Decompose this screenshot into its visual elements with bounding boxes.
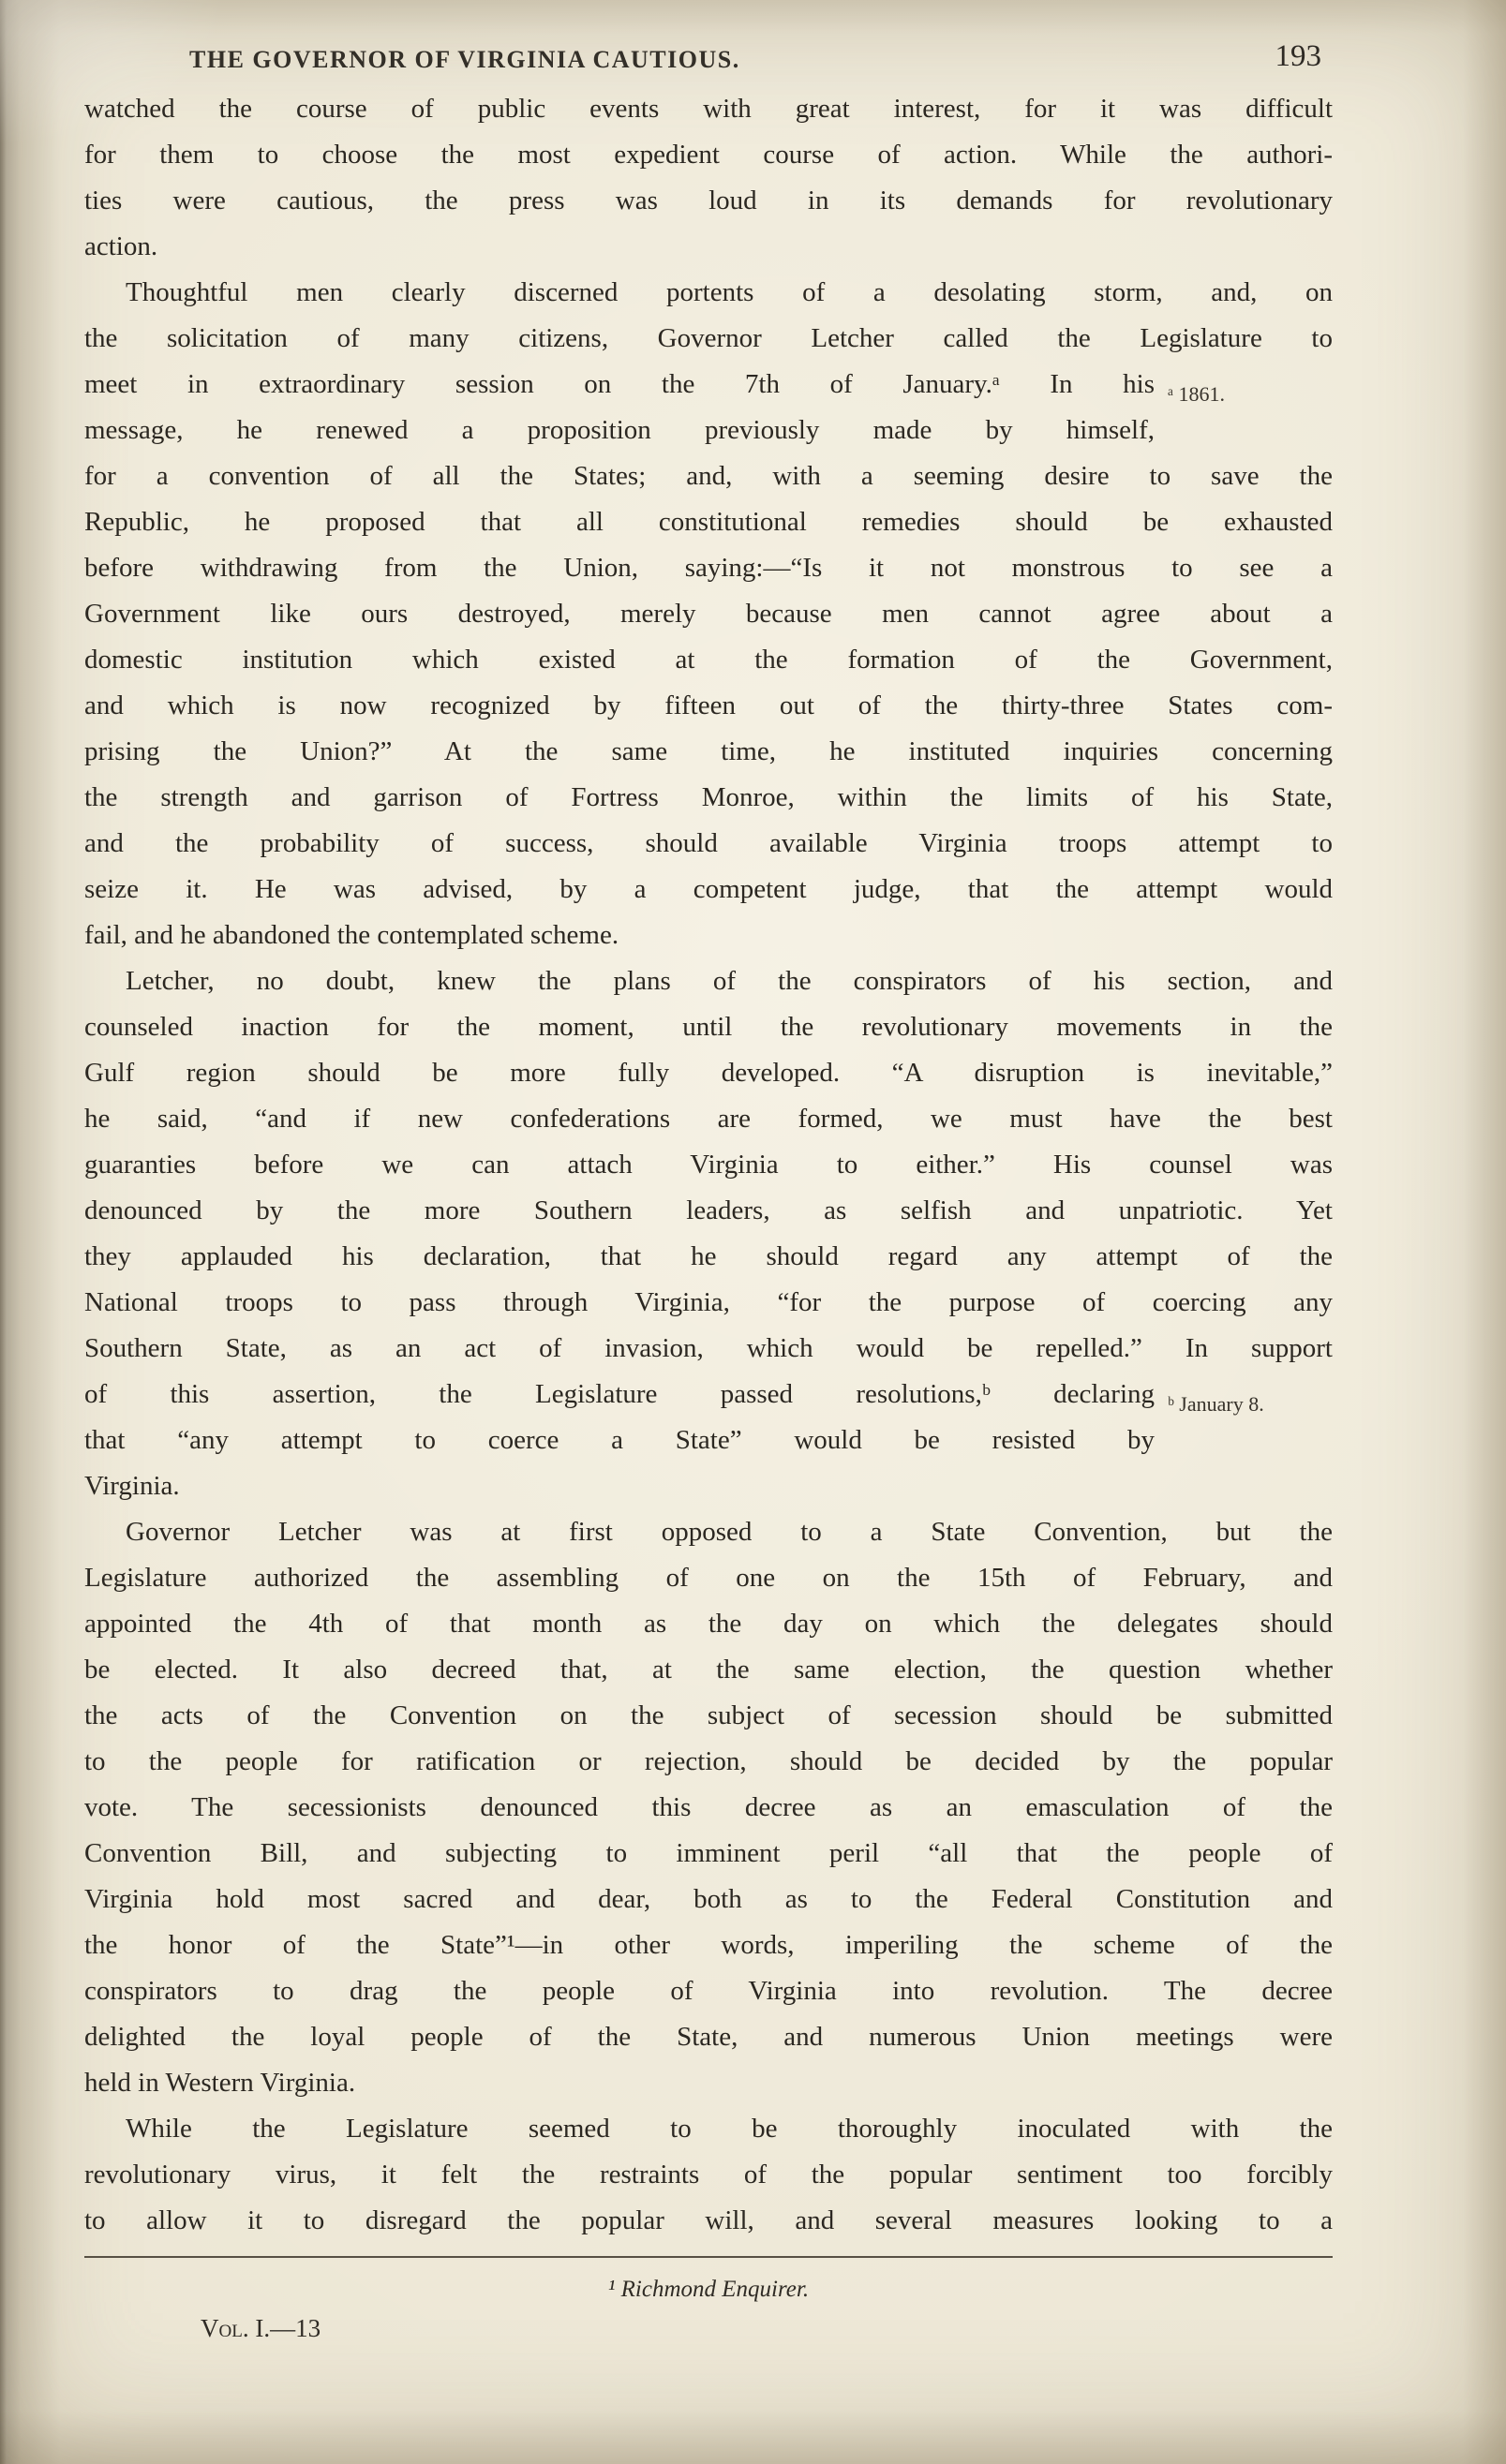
text-line: Legislature authorized the assembling of one on the 15th of February, and xyxy=(84,1563,1333,1593)
text-line: fail, and he abandoned the contemplated scheme. xyxy=(84,920,619,950)
text-line: Governor Letcher was at first opposed to a State Convention, but the xyxy=(126,1517,1333,1547)
page-number: 193 xyxy=(1275,39,1321,73)
text-line: counseled inaction for the moment, until the revolutionary movements in the xyxy=(84,1012,1333,1042)
text-line: to allow it to disregard the popular will, and several measures looking to a xyxy=(84,2205,1333,2235)
text-line: be elected. It also decreed that, at the same election, the question whether xyxy=(84,1655,1333,1685)
paragraph xyxy=(84,1509,1333,2106)
text-line: they applauded his declaration, that he should regard any attempt of the xyxy=(84,1241,1333,1271)
text-line: vote. The secessionists denounced this decree as an emasculation of the xyxy=(84,1792,1333,1822)
text-line: the honor of the State”¹—in other words, imperiling the scheme of the xyxy=(84,1930,1333,1960)
running-head xyxy=(84,39,1333,82)
footnote: ¹ Richmond Enquirer. xyxy=(607,2277,810,2302)
text-line: watched the course of public events with great interest, for it was difficult xyxy=(84,94,1333,124)
paragraph xyxy=(84,270,1333,958)
text-line: action. xyxy=(84,231,158,261)
text-line: of this assertion, the Legislature passed resolutions,ᵇ declaring xyxy=(84,1379,1155,1409)
text-line: held in Western Virginia. xyxy=(84,2068,356,2098)
text-column xyxy=(84,0,1333,2464)
text-line: the solicitation of many citizens, Governor Letcher called the Legislature to xyxy=(84,323,1333,353)
text-line: guaranties before we can attach Virginia to either.” His counsel was xyxy=(84,1150,1333,1180)
text-line: seize it. He was advised, by a competent judge, that the attempt would xyxy=(84,874,1333,904)
paragraph xyxy=(84,86,1333,270)
text-line: prising the Union?” At the same time, he instituted inquiries concerning xyxy=(84,736,1333,766)
text-line: appointed the 4th of that month as the day on which the delegates should xyxy=(84,1609,1333,1639)
footnote-rule xyxy=(84,2256,1333,2258)
margin-note: ᵃ 1861. xyxy=(1168,382,1226,406)
text-line: the strength and garrison of Fortress Monroe, within the limits of his State, xyxy=(84,782,1333,812)
text-line: Virginia hold most sacred and dear, both as to the Federal Constitution and xyxy=(84,1884,1333,1914)
text-line: he said, “and if new confederations are formed, we must have the best xyxy=(84,1104,1333,1134)
text-line: denounced by the more Southern leaders, as selfish and unpatriotic. Yet xyxy=(84,1195,1333,1225)
text-line: and the probability of success, should available Virginia troops attempt to xyxy=(84,828,1333,858)
text-line: the acts of the Convention on the subject of secession should be submitted xyxy=(84,1700,1333,1730)
text-line: Southern State, as an act of invasion, which would be repelled.” In support xyxy=(84,1333,1333,1363)
volume-signature: Vol. I.—13 xyxy=(201,2314,321,2342)
text-line: delighted the loyal people of the State, and numerous Union meetings were xyxy=(84,2022,1333,2052)
text-line: before withdrawing from the Union, saying:—“Is it not monstrous to see a xyxy=(84,553,1333,583)
margin-note: ᵇ January 8. xyxy=(1168,1392,1264,1416)
text-line: Gulf region should be more fully developed. “A disruption is inevitable,” xyxy=(84,1058,1333,1088)
running-title: THE GOVERNOR OF VIRGINIA CAUTIOUS. xyxy=(189,46,740,73)
text-line: Thoughtful men clearly discerned portents of a desolating storm, and, on xyxy=(126,277,1333,307)
text-line: Virginia. xyxy=(84,1471,180,1501)
paragraph xyxy=(84,2106,1333,2244)
text-line: message, he renewed a proposition previously made by himself, xyxy=(84,415,1155,445)
text-line: and which is now recognized by fifteen out of the thirty-three States com- xyxy=(84,690,1333,720)
text-line: for them to choose the most expedient course of action. While the authori- xyxy=(84,140,1333,170)
text-line: revolutionary virus, it felt the restraints of the popular sentiment too forcibly xyxy=(84,2160,1333,2189)
text-line: domestic institution which existed at the formation of the Government, xyxy=(84,645,1333,675)
text-line: to the people for ratification or rejection, should be decided by the popular xyxy=(84,1746,1333,1776)
text-line: ties were cautious, the press was loud in its demands for revolutionary xyxy=(84,186,1333,215)
page-footer xyxy=(84,2256,1333,2343)
text-block xyxy=(84,86,1333,2244)
text-line: Letcher, no doubt, knew the plans of the conspirators of his section, and xyxy=(126,966,1333,996)
text-line: conspirators to drag the people of Virginia into revolution. The decree xyxy=(84,1976,1333,2006)
text-line: While the Legislature seemed to be thoroughly inoculated with the xyxy=(126,2114,1333,2144)
text-line: Government like ours destroyed, merely because men cannot agree about a xyxy=(84,599,1333,629)
text-line: Republic, he proposed that all constitutional remedies should be exhausted xyxy=(84,507,1333,537)
text-line: meet in extraordinary session on the 7th of January.ᵃ In his xyxy=(84,369,1155,399)
text-line: National troops to pass through Virginia, “for the purpose of coercing any xyxy=(84,1287,1333,1317)
text-line: for a convention of all the States; and, with a seeming desire to save the xyxy=(84,461,1333,491)
paragraph xyxy=(84,958,1333,1509)
text-line: that “any attempt to coerce a State” would be resisted by xyxy=(84,1425,1155,1455)
text-line: Convention Bill, and subjecting to imminent peril “all that the people of xyxy=(84,1838,1333,1868)
